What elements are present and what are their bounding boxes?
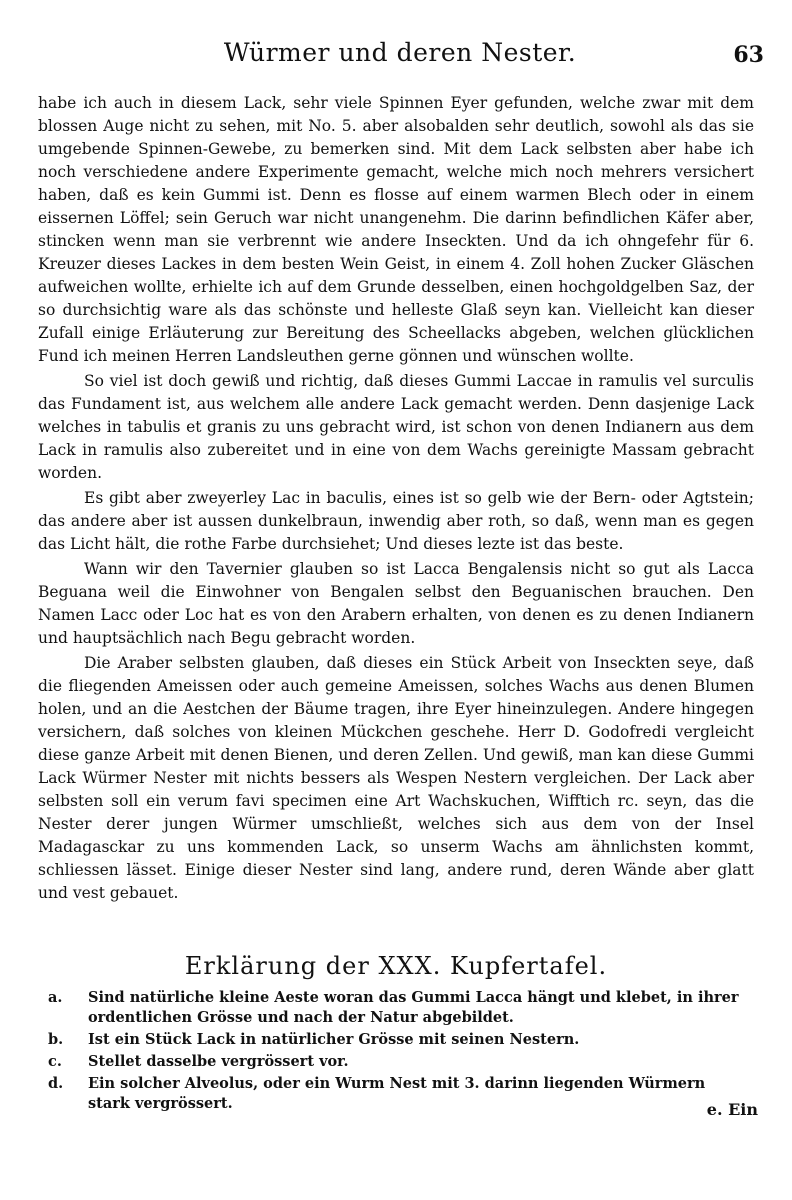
body-text: [38, 92, 754, 907]
paragraph: Es gibt aber zweyerley Lac in baculis, eines ist so gelb wie der Bern- oder Agtstein; das andere aber ist aussen dunkelbraun, inwendig aber roth, so daß, wenn man es gegen das Licht hält, die rothe Farbe durchsiehet; Und dieses lezte ist das beste.: [38, 489, 754, 553]
section-heading: Erklärung der XXX. Kupfertafel.: [184, 952, 608, 980]
catchword: e. Ein: [706, 1100, 758, 1119]
running-title: Würmer und deren Nester.: [223, 38, 577, 67]
explanation-item: [48, 1052, 748, 1072]
explanation-text: Ist ein Stück Lack in natürlicher Grösse mit seinen Nestern.: [88, 1031, 580, 1048]
paragraph: Die Araber selbsten glauben, daß dieses ein Stück Arbeit von Inseckten seye, daß die fliegenden Ameissen oder auch gemeine Ameissen, solches Wachs aus denen Blumen holen, und an die Aestchen der Bäume tragen, ihre Eyer hineinzulegen. Andere hingegen versichern, daß solches von kleinen Mückchen geschehe. Herr D. Godofredi vergleicht diese ganze Arbeit mit denen Bienen, und deren Zellen. Und gewiß, man kan diese Gummi Lack Würmer Nester mit nichts bessers als Wespen Nestern vergleichen. Der Lack aber selbsten soll ein verum favi specimen eine Art Wachskuchen, Wifftich rc. seyn, das die Nester derer jungen Würmer umschließt, welches sich aus dem von der Insel Madagasckar zu uns kommenden Lack, so unserm Wachs am ähnlichsten kommt, schliessen lässet. Einige dieser Nester sind lang, andere rund, deren Wände aber glatt und vest gebauet.: [38, 654, 754, 902]
explanation-letter: b.: [48, 1031, 64, 1048]
paragraph: habe ich auch in diesem Lack, sehr viele Spinnen Eyer gefunden, welche zwar mit dem blossen Auge nicht zu sehen, mit No. 5. aber alsobalden sehr deutlich, sowohl als das sie umgebende Spinnen-Gewebe, zu bemerken sind. Mit dem Lack selbsten aber habe ich noch verschiedene andere Experimente gemacht, welche mich noch mehrers versichert haben, daß es kein Gummi ist. Denn es flosse auf einem warmen Blech oder in einem eissernen Löffel; sein Geruch war nicht unangenehm. Die darinn befindlichen Käfer aber, stincken wenn man sie verbrennt wie andere Inseckten. Und da ich ohngefehr für 6. Kreuzer dieses Lackes in dem besten Wein Geist, in einem 4. Zoll hohen Zucker Gläschen aufweichen wollte, erhielte ich auf dem Grunde desselben, einen hochgoldgelben Saz, der so durchsichtig ware als das schönste und helleste Glaß seyn kan. Vielleicht kan dieser Zufall einige Erläuterung zur Bereitung des Scheellacks abgeben, welchen glücklichen Fund ich meinen Herren Landsleuthen gerne gönnen und wünschen wollte.: [38, 94, 754, 365]
explanation-item: [48, 1074, 748, 1114]
paragraph: So viel ist doch gewiß und richtig, daß dieses Gummi Laccae in ramulis vel surculis das Fundament ist, aus welchem alle andere Lack gemacht werden. Denn dasjenige Lack welches in tabulis et granis zu uns gebracht wird, ist schon von denen Indianern aus dem Lack in ramulis also zubereitet und in eine von dem Wachs gereinigte Massam gebracht worden.: [38, 372, 754, 482]
explanation-text: Stellet dasselbe vergrössert vor.: [88, 1053, 349, 1070]
explanation-letter: c.: [48, 1053, 62, 1070]
explanation-text: Sind natürliche kleine Aeste woran das Gummi Lacca hängt und klebet, in ihrer ordentlichen Grösse und nach der Natur abgebildet.: [88, 989, 739, 1026]
plate-explanation-list: [48, 988, 748, 1116]
explanation-item: [48, 1030, 748, 1050]
explanation-item: [48, 988, 748, 1028]
page-number: 63: [733, 42, 764, 68]
page-header: [36, 34, 764, 74]
explanation-letter: a.: [48, 989, 63, 1006]
explanation-letter: d.: [48, 1075, 64, 1092]
paragraph: Wann wir den Tavernier glauben so ist Lacca Bengalensis nicht so gut als Lacca Beguana weil die Einwohner von Bengalen selbst den Beguanischen brauchen. Den Namen Lacc oder Loc hat es von den Arabern erhalten, von denen es zu denen Indianern und hauptsächlich nach Begu gebracht worden.: [38, 560, 754, 647]
explanation-text: Ein solcher Alveolus, oder ein Wurm Nest mit 3. darinn liegenden Würmern stark vergrössert.: [88, 1075, 706, 1112]
